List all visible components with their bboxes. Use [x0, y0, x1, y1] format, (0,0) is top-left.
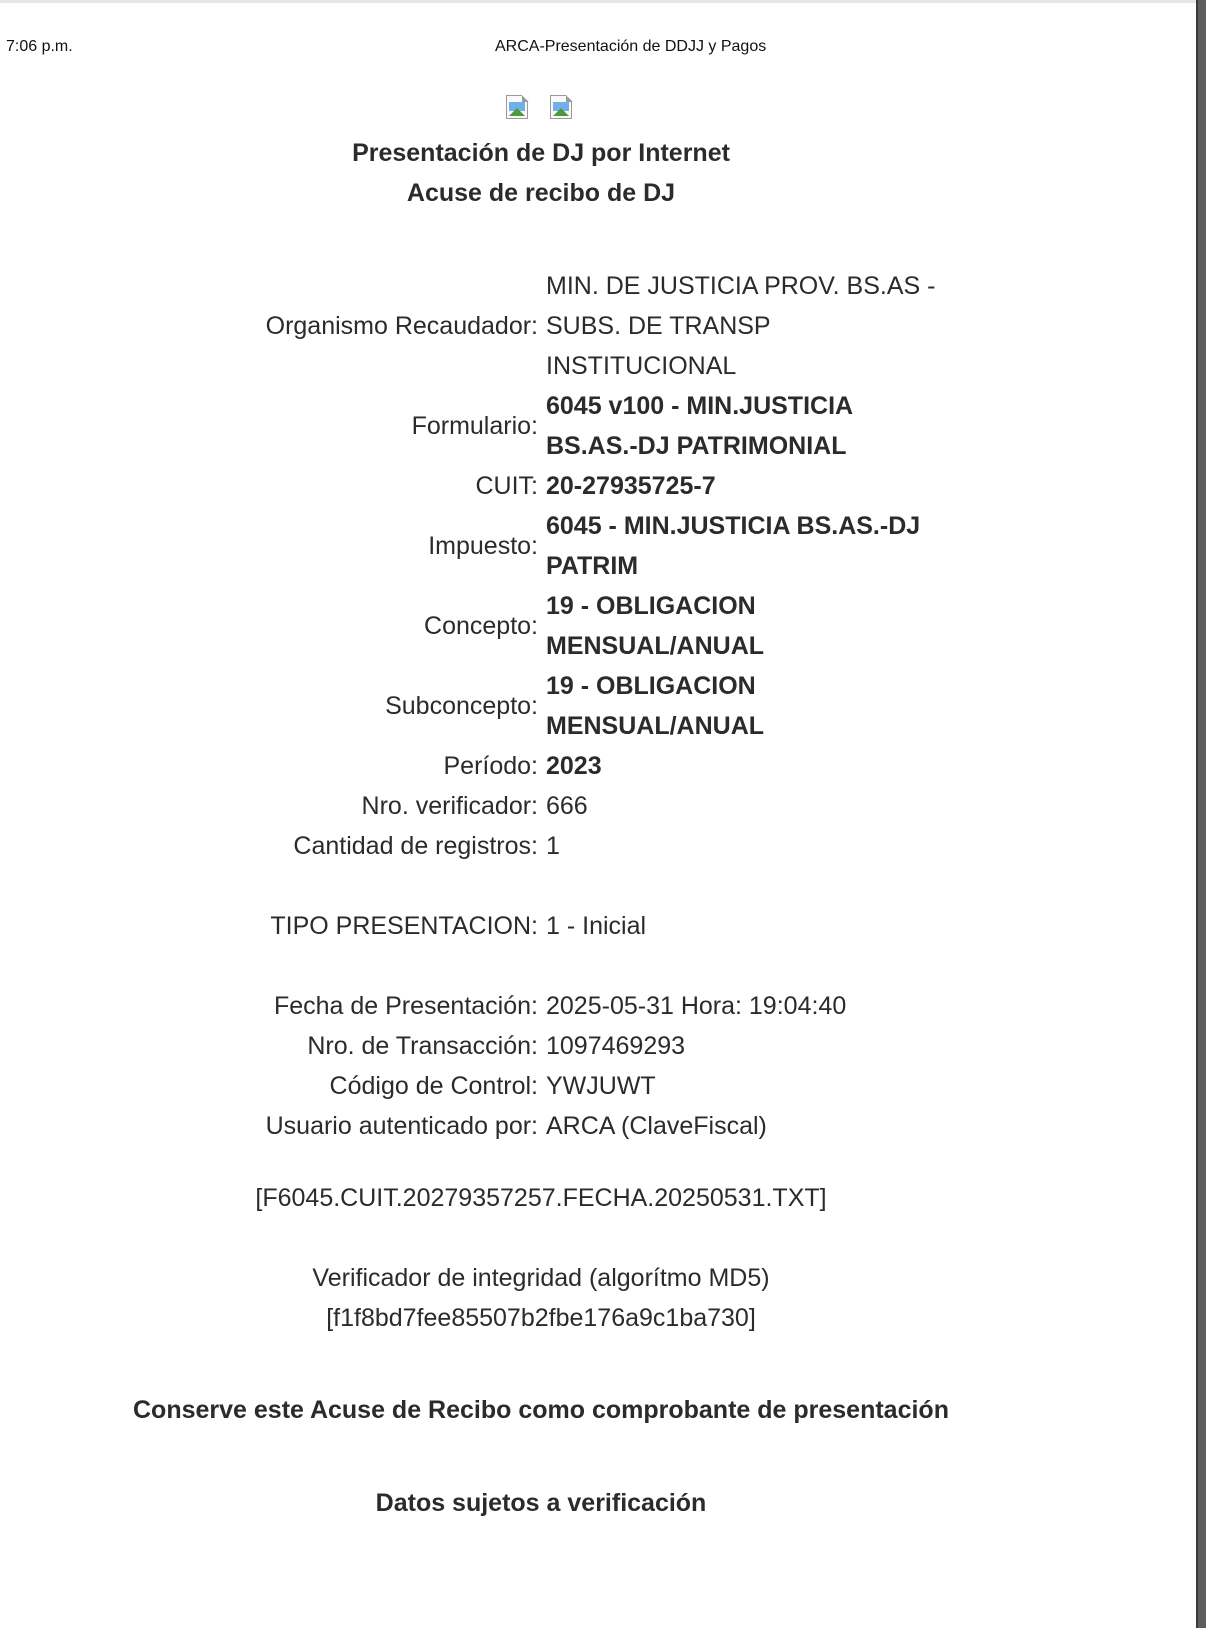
field-label: Cantidad de registros: [293, 832, 538, 860]
field-cuit [0, 466, 1196, 506]
broken-image-icon [505, 94, 531, 120]
print-time: 7:06 p.m. [6, 38, 73, 55]
field-impuesto [0, 506, 1196, 586]
broken-image-icon [549, 94, 575, 120]
field-value: MIN. DE JUSTICIA PROV. BS.AS - SUBS. DE TRANSP INSTITUCIONAL [546, 272, 936, 380]
field-value: 6045 v100 - MIN.JUSTICIA BS.AS.-DJ PATRIMONIAL [546, 392, 853, 460]
logo-row [505, 94, 575, 120]
field-cantidad-registros [0, 826, 1196, 866]
field-fecha-presentacion [0, 986, 1196, 1026]
field-label: Período: [443, 752, 538, 780]
print-header [0, 38, 1196, 60]
field-value: 1 - Inicial [546, 912, 647, 940]
file-name: [F6045.CUIT.20279357257.FECHA.20250531.TXT] [255, 1184, 827, 1212]
window-edge [1196, 0, 1206, 1628]
field-periodo [0, 746, 1196, 786]
field-value: 1 [546, 832, 560, 860]
field-value: 666 [546, 792, 588, 820]
field-label: Nro. verificador: [361, 792, 538, 820]
field-value: 1097469293 [546, 1032, 686, 1060]
field-value: ARCA (ClaveFiscal) [546, 1112, 767, 1140]
field-usuario-autenticado [0, 1106, 1196, 1146]
field-codigo-control [0, 1066, 1196, 1106]
field-value: 6045 - MIN.JUSTICIA BS.AS.-DJ PATRIM [546, 512, 921, 580]
field-label: Usuario autenticado por: [265, 1112, 538, 1140]
field-label: Concepto: [424, 612, 538, 640]
field-label: CUIT: [475, 472, 538, 500]
field-value: 20-27935725-7 [546, 472, 716, 500]
field-label: Fecha de Presentación: [273, 992, 538, 1020]
field-value: 19 - OBLIGACION MENSUAL/ANUAL [546, 672, 765, 740]
integrity-hash: [f1f8bd7fee85507b2fbe176a9c1ba730] [326, 1304, 756, 1332]
field-value: 2023 [546, 752, 602, 780]
field-concepto [0, 586, 1196, 666]
field-tipo-presentacion [0, 906, 1196, 946]
field-formulario [0, 386, 1196, 466]
verification-notice: Datos sujetos a verificación [375, 1489, 707, 1517]
field-value: 2025-05-31 Hora: 19:04:40 [546, 992, 847, 1020]
field-label: Formulario: [411, 412, 538, 440]
field-label: Código de Control: [329, 1072, 538, 1100]
receipt-fields [0, 266, 1196, 1146]
print-title: ARCA-Presentación de DDJJ y Pagos [495, 38, 767, 55]
field-value: YWJUWT [546, 1072, 656, 1100]
field-label: TIPO PRESENTACION: [270, 912, 538, 940]
integrity-label: Verificador de integridad (algorítmo MD5) [312, 1264, 770, 1292]
field-organismo [0, 266, 1196, 386]
field-nro-verificador [0, 786, 1196, 826]
field-value: 19 - OBLIGACION MENSUAL/ANUAL [546, 592, 765, 660]
keep-notice: Conserve este Acuse de Recibo como comprobante de presentación [133, 1396, 949, 1424]
field-subconcepto [0, 666, 1196, 746]
field-label: Organismo Recaudador: [265, 312, 538, 340]
field-label: Nro. de Transacción: [307, 1032, 538, 1060]
page-title: Presentación de DJ por Internet [352, 139, 730, 167]
field-nro-transaccion [0, 1026, 1196, 1066]
field-label: Impuesto: [428, 532, 538, 560]
page-subtitle: Acuse de recibo de DJ [406, 179, 676, 207]
field-label: Subconcepto: [385, 692, 538, 720]
